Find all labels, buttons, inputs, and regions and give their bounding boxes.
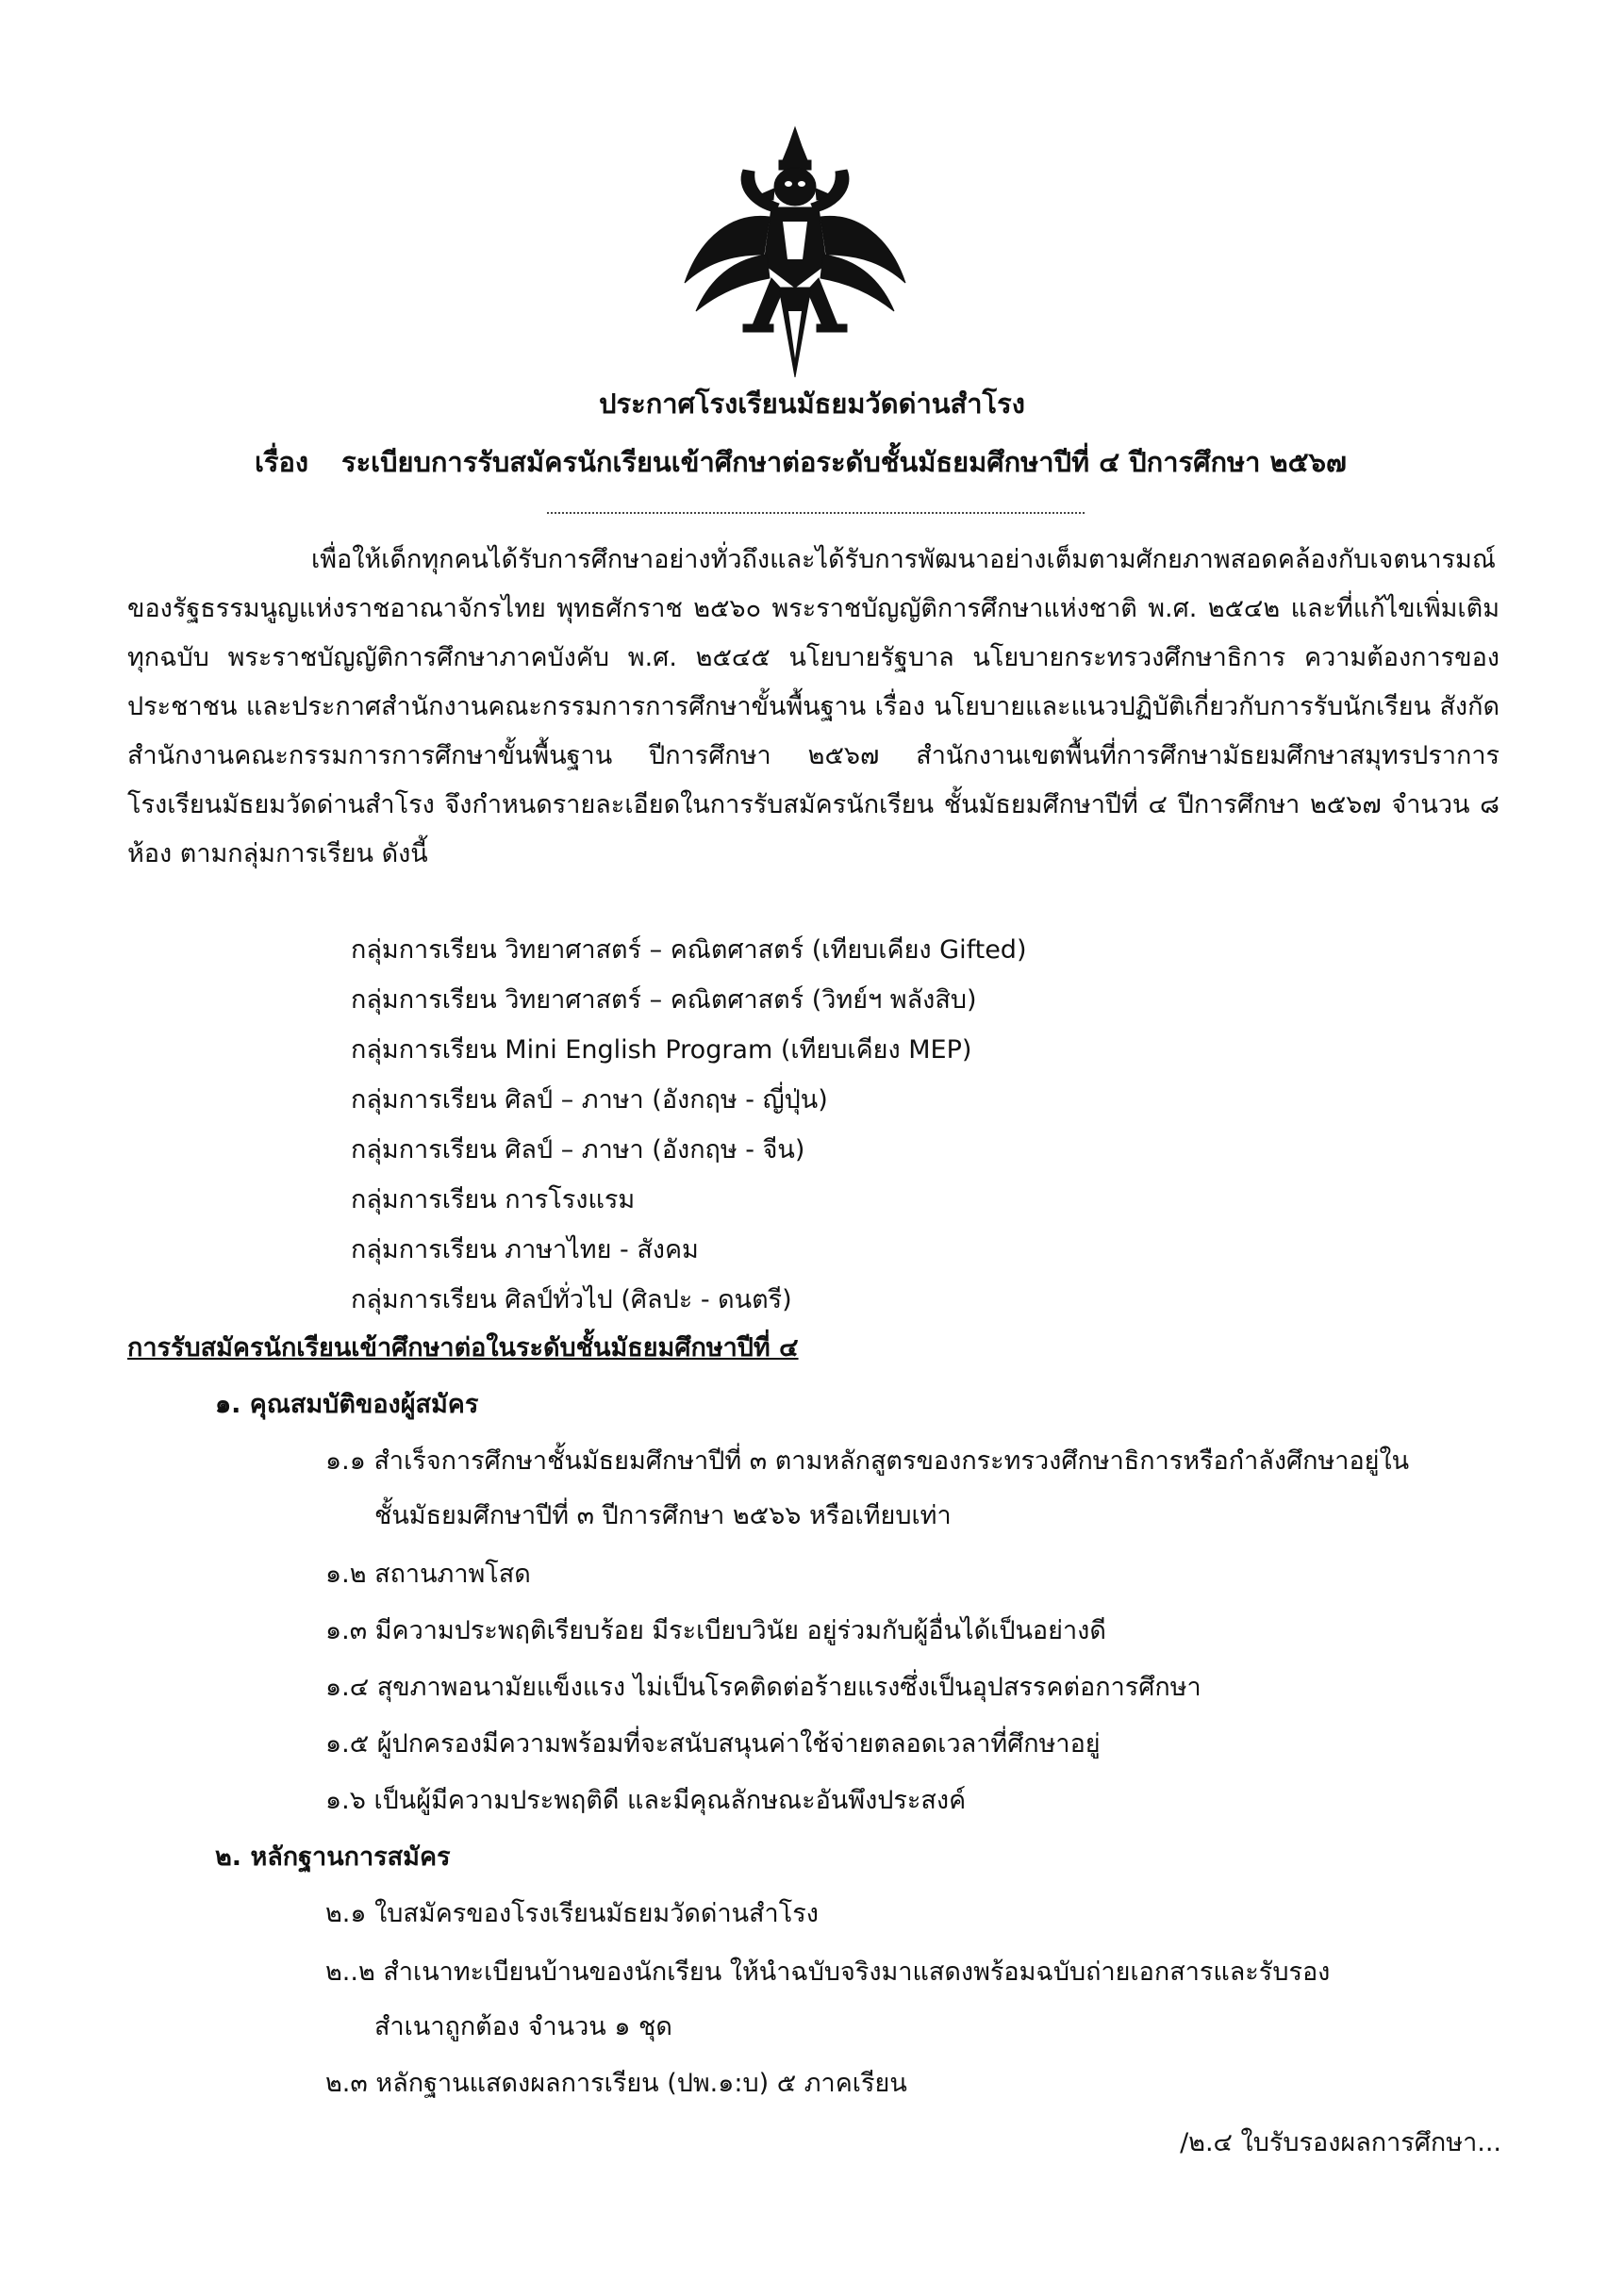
section-1-item-continued: ชั้นมัธยมศึกษาปีที่ ๓ ปีการศึกษา ๒๕๖๖ หรือเทียบเท่า xyxy=(374,1501,952,1530)
admission-heading: การรับสมัครนักเรียนเข้าศึกษาต่อในระดับชั้นมัธยมศึกษาปีที่ ๔ xyxy=(127,1333,799,1363)
section-2-heading: ๒. หลักฐานการสมัคร xyxy=(215,1842,451,1872)
program-item: กลุ่มการเรียน ศิลป์ทั่วไป (ศิลปะ - ดนตรี) xyxy=(351,1285,792,1314)
dotted-divider xyxy=(547,510,1085,514)
subject-label: เรื่อง xyxy=(255,446,309,478)
garuda-emblem-icon xyxy=(677,123,913,382)
section-2-item: ๒..๒ สำเนาทะเบียนบ้านของนักเรียน ให้นำฉบับจริงมาแสดงพร้อมฉบับถ่ายเอกสารและรับรอง xyxy=(325,1957,1331,1987)
section-1-item: ๑.๒ สถานภาพโสด xyxy=(325,1560,531,1589)
section-1-item: ๑.๔ สุขภาพอนามัยแข็งแรง ไม่เป็นโรคติดต่อร้ายแรงซึ่งเป็นอุปสรรคต่อการศึกษา xyxy=(325,1673,1201,1702)
program-item: กลุ่มการเรียน Mini English Program (เทียบเคียง MEP) xyxy=(351,1035,972,1065)
announcement-subject xyxy=(255,443,1347,481)
program-item: กลุ่มการเรียน ศิลป์ – ภาษา (อังกฤษ - ญี่ปุ่น) xyxy=(351,1085,828,1115)
intro-paragraph: เพื่อให้เด็กทุกคนได้รับการศึกษาอย่างทั่วถึงและได้รับการพัฒนาอย่างเต็มตามศักยภาพสอดคล้องกับเจตนารมณ์ของรัฐธรรมนูญแห่งราชอาณาจักรไทย พุทธศักราช ๒๕๖๐ พระราชบัญญัติการศึกษาแห่งชาติ พ.ศ. ๒๕๔๒ และที่แก้ไขเพิ่มเติมทุกฉบับ พระราชบัญญัติการศึกษาภาคบังคับ พ.ศ. ๒๕๔๕ นโยบายรัฐบาล นโยบายกระทรวงศึกษาธิการ ความต้องการของประชาชน และประกาศสำนักงานคณะกรรมการการศึกษาขั้นพื้นฐาน เรื่อง นโยบายและแนวปฏิบัติเกี่ยวกับการรับนักเรียน สังกัดสำนักงานคณะกรรมการการศึกษาขั้นพื้นฐาน ปีการศึกษา ๒๕๖๗ สำนักงานเขตพื้นที่การศึกษามัธยมศึกษาสมุทรปราการ โรงเรียนมัธยมวัดด่านสำโรง จึงกำหนดรายละเอียดในการรับสมัครนักเรียน ชั้นมัธยมศึกษาปีที่ ๔ ปีการศึกษา ๒๕๖๗ จำนวน ๘ ห้อง ตามกลุ่มการเรียน ดังนี้ xyxy=(127,545,1500,868)
program-item: กลุ่มการเรียน การโรงแรม xyxy=(351,1185,636,1214)
page-continuation-note: /๒.๔ ใบรับรองผลการศึกษา... xyxy=(1180,2128,1501,2157)
subject-text: ระเบียบการรับสมัครนักเรียนเข้าศึกษาต่อระดับชั้นมัธยมศึกษาปีที่ ๔ ปีการศึกษา ๒๕๖๗ xyxy=(341,446,1347,478)
section-1-heading: ๑. คุณสมบัติของผู้สมัคร xyxy=(215,1390,479,1419)
section-2-item: ๒.๓ หลักฐานแสดงผลการเรียน (ปพ.๑:บ) ๕ ภาคเรียน xyxy=(325,2069,907,2098)
announcement-title: ประกาศโรงเรียนมัธยมวัดด่านสำโรง xyxy=(599,388,1025,420)
program-item: กลุ่มการเรียน ภาษาไทย - สังคม xyxy=(351,1235,699,1264)
section-1-item: ๑.๓ มีความประพฤติเรียบร้อย มีระเบียบวินัย อยู่ร่วมกับผู้อื่นได้เป็นอย่างดี xyxy=(325,1616,1106,1645)
program-item: กลุ่มการเรียน ศิลป์ – ภาษา (อังกฤษ - จีน) xyxy=(351,1135,805,1165)
section-1-item: ๑.๕ ผู้ปกครองมีความพร้อมที่จะสนับสนุนค่าใช้จ่ายตลอดเวลาที่ศึกษาอยู่ xyxy=(325,1729,1101,1759)
section-2-item: ๒.๑ ใบสมัครของโรงเรียนมัธยมวัดด่านสำโรง xyxy=(325,1899,819,1928)
program-item: กลุ่มการเรียน วิทยาศาสตร์ – คณิตศาสตร์ (วิทย์ฯ พลังสิบ) xyxy=(351,985,977,1015)
section-1-item: ๑.๖ เป็นผู้มีความประพฤติดี และมีคุณลักษณะอันพึงประสงค์ xyxy=(325,1786,967,1815)
section-2-item-continued: สำเนาถูกต้อง จำนวน ๑ ชุด xyxy=(374,2012,672,2041)
section-1-item: ๑.๑ สำเร็จการศึกษาชั้นมัธยมศึกษาปีที่ ๓ ตามหลักสูตรของกระทรวงศึกษาธิการหรือกำลังศึกษาอยู่ใน xyxy=(325,1446,1410,1476)
program-item: กลุ่มการเรียน วิทยาศาสตร์ – คณิตศาสตร์ (เทียบเคียง Gifted) xyxy=(351,935,1027,965)
